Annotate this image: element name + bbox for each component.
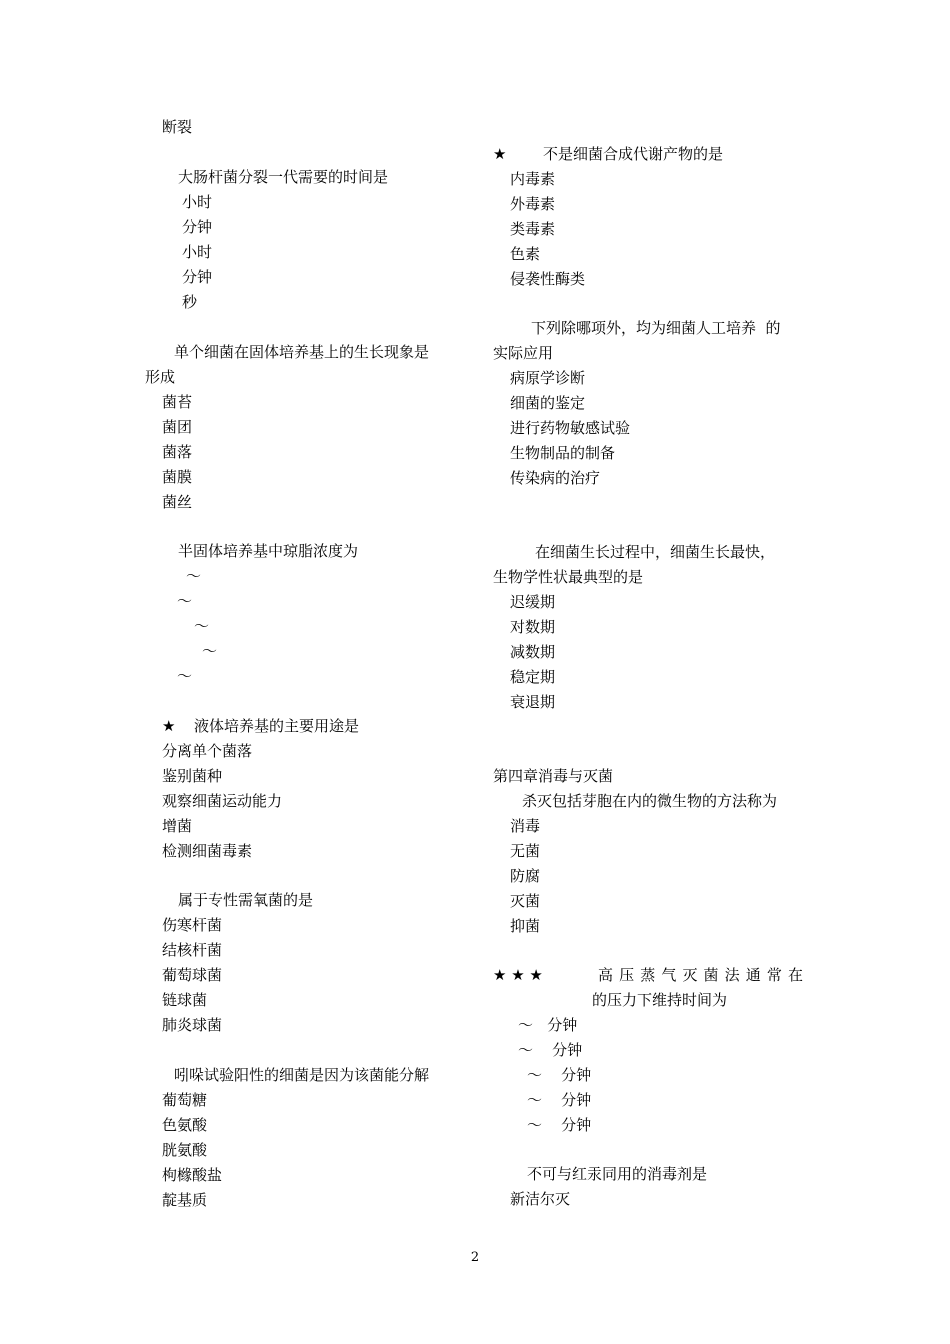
question-stem: 液体培养基的主要用途是 [194,717,360,735]
option-a: 伤寒杆菌 [162,916,223,934]
option-d: 生物制品的制备 [510,444,616,462]
question-stem: 下列除哪项外，均为细菌人工培养 的 [531,319,781,337]
question-stem: 杀灭包括芽胞在内的微生物的方法称为 [522,792,778,810]
option-e: 侵袭性酶类 [510,270,586,288]
option-a: 消毒 [510,817,541,835]
question-stem: 在细菌生长过程中，细菌生长最快， [535,543,776,561]
option-d: ～ [202,642,218,660]
question-stem: 半固体培养基中琼脂浓度为 [178,542,359,560]
option-c: 葡萄球菌 [162,966,223,984]
option-a: 葡萄糖 [162,1091,208,1109]
option-e: 靛基质 [162,1191,208,1209]
chapter-title: 第四章消毒与灭菌 [493,767,614,785]
option-e: 菌丝 [162,493,193,511]
page-number: 2 [470,1250,480,1265]
option-b: 无菌 [510,842,541,860]
option-d: 枸橼酸盐 [162,1166,223,1184]
option-b: 色氨酸 [162,1116,208,1134]
option-c: ～ [194,617,210,635]
option-b: ～ 分钟 [518,1041,583,1059]
question-stem: 单个细菌在固体培养基上的生长现象是 [174,343,430,361]
option-b: 外毒素 [510,195,556,213]
question-stem: 不可与红汞同用的消毒剂是 [527,1165,708,1183]
option-c: 防腐 [510,867,541,885]
question-stem: 不是细菌合成代谢产物的是 [543,145,724,163]
option-a: 迟缓期 [510,593,556,611]
question-stem: 吲哚试验阳性的细菌是因为该菌能分解 [174,1066,430,1084]
option-b: ～ [177,592,193,610]
option-a: 病原学诊断 [510,369,586,387]
option-d: 增菌 [162,817,193,835]
question-stem: 高压蒸气灭菌法通常在 [598,966,806,984]
option-e: 检测细菌毒素 [162,842,253,860]
option-a: 菌苔 [162,393,193,411]
option-a: 小时 [182,193,213,211]
option-b: 鉴别菌种 [162,767,223,785]
option-b: 细菌的鉴定 [510,394,586,412]
option-e: 秒 [182,293,198,311]
option-c: 减数期 [510,643,556,661]
option-e: ～ 分钟 [527,1116,592,1134]
option-b: 菌团 [162,418,193,436]
option-c: 进行药物敏感试验 [510,419,631,437]
option-c: ～ 分钟 [527,1066,592,1084]
option-d: 灭菌 [510,892,541,910]
option-d: 分钟 [182,268,213,286]
option-a: ～ [186,567,202,585]
option-e: 衰退期 [510,693,556,711]
option-d: 色素 [510,245,541,263]
option-d: 菌膜 [162,468,193,486]
continued-text: 断裂 [162,118,193,136]
option-d: 稳定期 [510,668,556,686]
option-c: 观察细菌运动能力 [162,792,283,810]
option-a: 分离单个菌落 [162,742,253,760]
question-stem-continued: 形成 [145,368,176,386]
option-d: ～ 分钟 [527,1091,592,1109]
option-a: 新洁尔灭 [510,1190,571,1208]
question-stem: 属于专性需氧菌的是 [178,891,314,909]
option-e: 肺炎球菌 [162,1016,223,1034]
option-c: 菌落 [162,443,193,461]
option-a: 内毒素 [510,170,556,188]
question-stem-continued: 实际应用 [493,344,554,362]
question-stem: 大肠杆菌分裂一代需要的时间是 [178,168,389,186]
option-e: ～ [177,667,193,685]
option-c: 胱氨酸 [162,1141,208,1159]
star-icon: ★ [493,145,507,163]
question-stem-continued: 生物学性状最典型的是 [493,568,644,586]
option-c: 类毒素 [510,220,556,238]
option-e: 抑菌 [510,917,541,935]
option-b: 结核杆菌 [162,941,223,959]
option-b: 分钟 [182,218,213,236]
star-icon: ★ ★ ★ [493,966,543,984]
option-c: 小时 [182,243,213,261]
star-icon: ★ [162,717,176,735]
option-e: 传染病的治疗 [510,469,601,487]
option-d: 链球菌 [162,991,208,1009]
question-stem-continued: 的压力下维持时间为 [592,991,728,1009]
option-b: 对数期 [510,618,556,636]
option-a: ～ 分钟 [518,1016,578,1034]
